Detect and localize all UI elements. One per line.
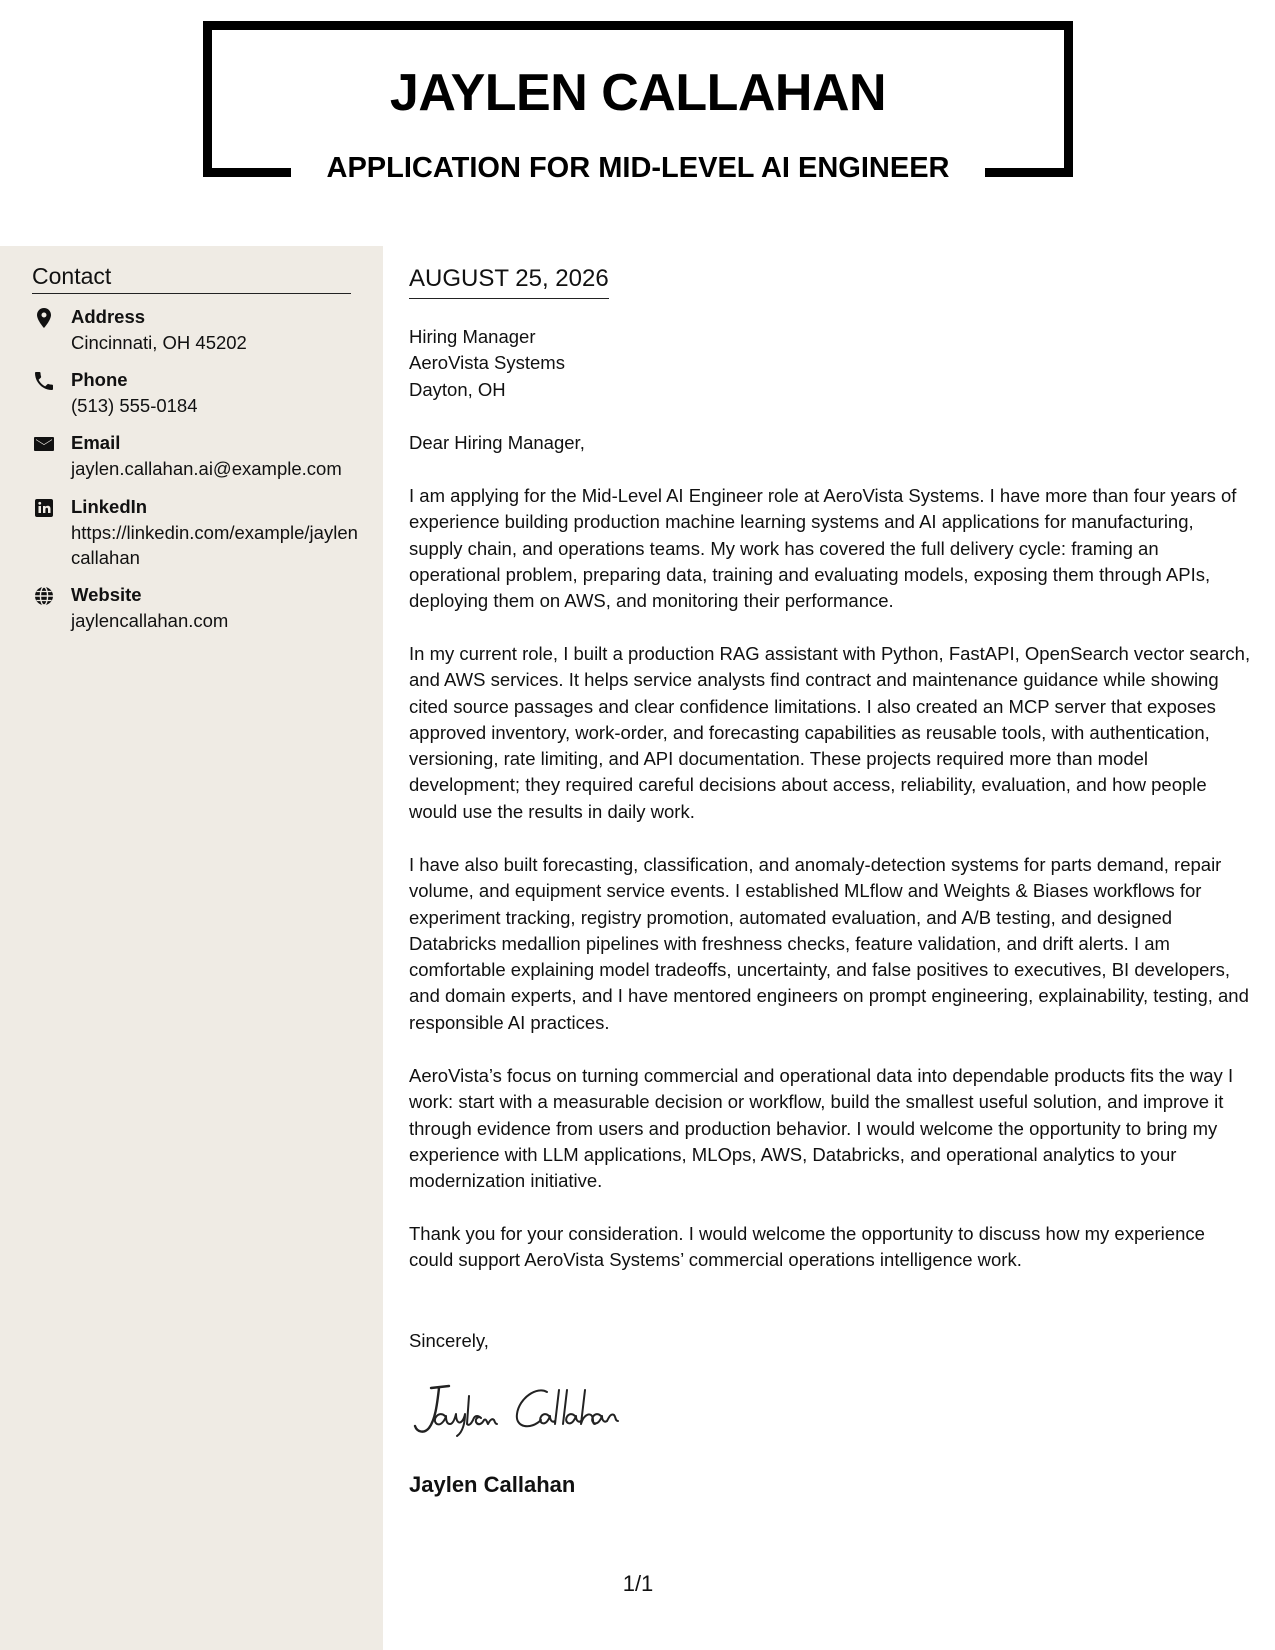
contact-label: Address <box>71 306 146 327</box>
letter-date: AUGUST 25, 2026 <box>409 264 609 299</box>
recipient-line: AeroVista Systems <box>409 352 565 374</box>
recipient-line: Hiring Manager <box>409 326 536 347</box>
body-paragraph: I have also built forecasting, classification, and anomaly-detection systems for parts demand, repair volume, and equipment service events. I established MLflow and Weights & Biases workflows for experiment tracking, registry promotion, automated evaluation, and A/B testing, and designed Databricks medallion pipelines with freshness checks, feature validation, and drift alerts. I am comfortable explaining model tradeoffs, uncertainty, and false positives to executives, BI developers, and domain experts, and I have mentored engineers on prompt engineering, explainability, testing, and responsible AI practices. <box>409 854 1249 1033</box>
application-title: APPLICATION FOR MID-LEVEL AI ENGINEER <box>326 152 950 184</box>
page-number: 1/1 <box>622 1571 654 1596</box>
body-paragraph: AeroVista’s focus on turning commercial and operational data into dependable products fits the way I work: start with a measurable decision or workflow, build the smallest useful solution, and improve it through evidence from users and production behavior. I would welcome the opportunity to bring my experience with LLM applications, MLOps, AWS, Databricks, and operational analytics to your modernization initiative. <box>409 1065 1234 1192</box>
closing: Sincerely, <box>409 1330 489 1351</box>
recipient-block <box>409 324 565 403</box>
map-pin-icon <box>32 306 56 330</box>
signer-name: Jaylen Callahan <box>409 1472 576 1497</box>
contact-label: Phone <box>71 369 128 390</box>
contact-value: jaylen.callahan.ai@example.com <box>71 458 342 479</box>
linkedin-icon <box>32 496 56 520</box>
phone-icon <box>32 369 56 393</box>
contact-value: https://linkedin.com/example/jaylencallahan <box>71 522 358 568</box>
globe-icon <box>32 584 56 608</box>
contact-label: Website <box>71 584 142 605</box>
applicant-name: JAYLEN CALLAHAN <box>389 64 887 122</box>
contact-label: Email <box>71 432 121 453</box>
contact-heading: Contact <box>32 261 351 294</box>
body-paragraph: In my current role, I built a production RAG assistant with Python, FastAPI, OpenSearch vector search, and AWS services. It helps service analysts find contract and maintenance guidance while showing cited source passages and clear confidence limitations. I also created an MCP server that exposes approved inventory, work-order, and forecasting capabilities as reusable tools, with authentication, versioning, rate limiting, and API documentation. These projects required more than model development; they required careful decisions about access, reliability, evaluation, and how people would use the results in daily work. <box>409 643 1251 822</box>
recipient-line: Dayton, OH <box>409 378 506 400</box>
contact-value: Cincinnati, OH 45202 <box>71 332 247 353</box>
contact-value: jaylencallahan.com <box>71 610 229 631</box>
body-paragraph: Thank you for your consideration. I would welcome the opportunity to discuss how my experience could support AeroVista Systems’ commercial operations intelligence work. <box>409 1223 1205 1271</box>
contact-sidebar <box>0 246 383 1650</box>
contact-value: (513) 555-0184 <box>71 395 198 416</box>
frame-top-bar <box>203 21 1073 30</box>
body-paragraph: I am applying for the Mid-Level AI Engineer role at AeroVista Systems. I have more than four years of experience building production machine learning systems and AI applications for manufacturing, supply chain, and operations teams. My work has covered the full delivery cycle: framing an operational problem, preparing data, training and evaluating models, exposing them through APIs, deploying them on AWS, and monitoring their performance. <box>409 485 1237 612</box>
salutation: Dear Hiring Manager, <box>409 432 585 453</box>
handwritten-signature <box>409 1376 669 1446</box>
contact-label: LinkedIn <box>71 496 148 517</box>
envelope-icon <box>32 432 56 456</box>
